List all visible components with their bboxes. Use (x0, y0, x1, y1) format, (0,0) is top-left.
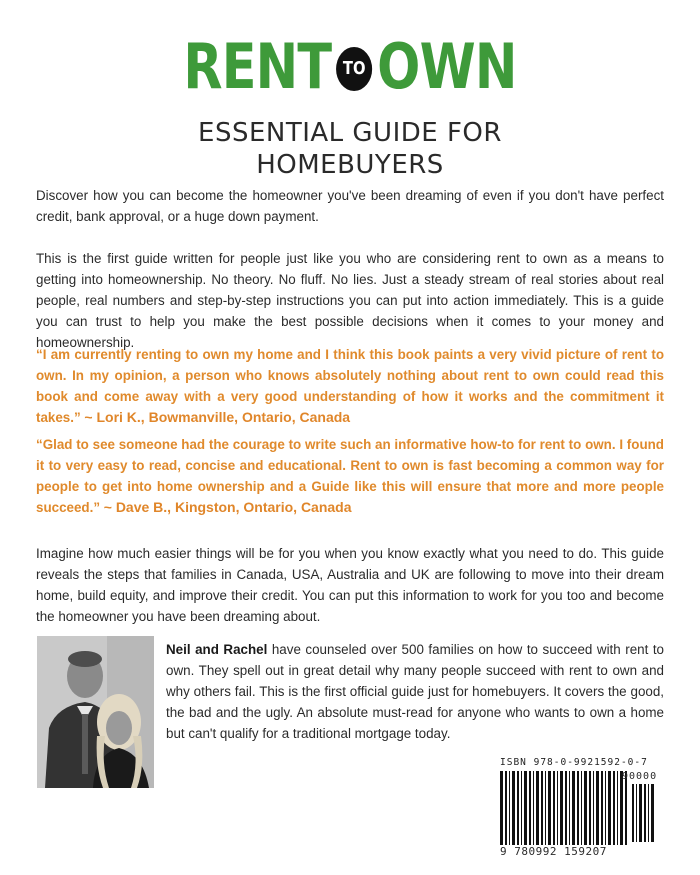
barcode-bar (581, 771, 582, 845)
barcode-addon (632, 784, 654, 842)
barcode-bar (620, 771, 623, 845)
barcode-bar (512, 771, 515, 845)
testimonial-1-attribution: ~ Lori K., Bowmanville, Ontario, Canada (84, 409, 351, 425)
body-paragraph-1: This is the first guide written for people just like you who are considering rent to own as a means to getting into homeownership. No theory. No fluff. No lies. Just a steady stream of real stories about real people, real numbers and step-by-step instructions you can put into action immediately. This is a guide you can trust to help you make the best possible decisions when it comes to your money and homeownership. (36, 251, 664, 350)
subtitle (0, 117, 700, 181)
testimonial-1 (36, 344, 664, 428)
title-own: OWN (377, 30, 517, 103)
testimonial-2-attribution: ~ Dave B., Kingston, Ontario, Canada (103, 499, 352, 515)
barcode-bar (517, 771, 519, 845)
barcode-bar (584, 771, 587, 845)
barcode-bar (577, 771, 579, 845)
title-to-badge: TO (336, 47, 372, 91)
body-paragraph-2: Imagine how much easier things will be for you when you know exactly what you need to do. This guide reveals the steps that families in Canada, USA, Australia and UK are following to move into their dream home, build equity, and improve their credit. You can put this information to work for you too and become the homeowner you have been dreaming about. (36, 546, 664, 624)
barcode-bar (644, 784, 646, 842)
barcode-bar (625, 771, 627, 845)
barcode-bar (553, 771, 555, 845)
testimonial-2 (36, 434, 664, 518)
barcode-bar (521, 771, 522, 845)
author-photo-illustration (37, 636, 154, 788)
isbn-digits: 9 780992 159207 (500, 845, 607, 858)
isbn-label: ISBN 978-0-9921592-0-7 (500, 757, 648, 768)
barcode-bar (589, 771, 591, 845)
barcode-bar (613, 771, 615, 845)
barcode-bar (565, 771, 567, 845)
barcode-bar (596, 771, 599, 845)
barcode-bar (648, 784, 649, 842)
author-photo (37, 636, 154, 788)
barcode-bar (651, 784, 654, 842)
barcode-bar (572, 771, 575, 845)
isbn-addon-number: 90000 (622, 771, 658, 782)
isbn-barcode-block (500, 757, 658, 861)
testimonial-2-quote: “Glad to see someone had the courage to write such an informative how-to for rent to own. I found it to very easy to read, concise and educational. Rent to own is fast becoming a common way for people to get into home ownership and a Guide like this will ensure that more and more people succeed.” (36, 437, 664, 515)
intro-paragraph: Discover how you can become the homeowner you've been dreaming of even if you don't have perfect credit, bank approval, or a huge down payment. (36, 188, 664, 224)
barcode-bar (541, 771, 543, 845)
barcode-bar (545, 771, 546, 845)
barcode-bar (533, 771, 534, 845)
barcode-bar (636, 784, 637, 842)
barcode-bar (569, 771, 570, 845)
barcode-bar (617, 771, 618, 845)
subtitle-line-2: HOMEBUYERS (256, 150, 444, 180)
barcode-main (500, 771, 628, 845)
barcode-bar (509, 771, 510, 845)
subtitle-line-1: ESSENTIAL GUIDE FOR (198, 118, 502, 148)
testimonial-1-quote: “I am currently renting to own my home and I think this book paints a very vivid picture of rent to own. In my opinion, a person who knows absolutely nothing about rent to own could read this book and come away with a very good understanding of how it works and the commitment it takes.” (36, 347, 664, 425)
author-bio-text: have counseled over 500 families on how to succeed with rent to own. They spell out in great detail why many people succeed with rent to own and why others fail. This is the first official guide just for homebuyers. It covers the good, the bad and the ugly. An absolute must-read for anyone who wants to own a home but can't qualify for a traditional mortgage today. (166, 642, 664, 741)
barcode-bar (601, 771, 603, 845)
barcode-bar (529, 771, 531, 845)
barcode-bar (548, 771, 551, 845)
author-names: Neil and Rachel (166, 642, 268, 657)
barcode-bar (639, 784, 642, 842)
barcode-bar (557, 771, 558, 845)
barcode-bar (500, 771, 503, 845)
title-rent: RENT (183, 30, 332, 103)
barcode-bar (608, 771, 611, 845)
barcode-bar (593, 771, 594, 845)
barcode-bar (560, 771, 563, 845)
barcode-bar (536, 771, 539, 845)
barcode-bar (505, 771, 507, 845)
author-bio (166, 639, 664, 744)
barcode-bar (632, 784, 634, 842)
book-title (63, 30, 637, 103)
barcode-bar (524, 771, 527, 845)
barcode-bar (605, 771, 606, 845)
